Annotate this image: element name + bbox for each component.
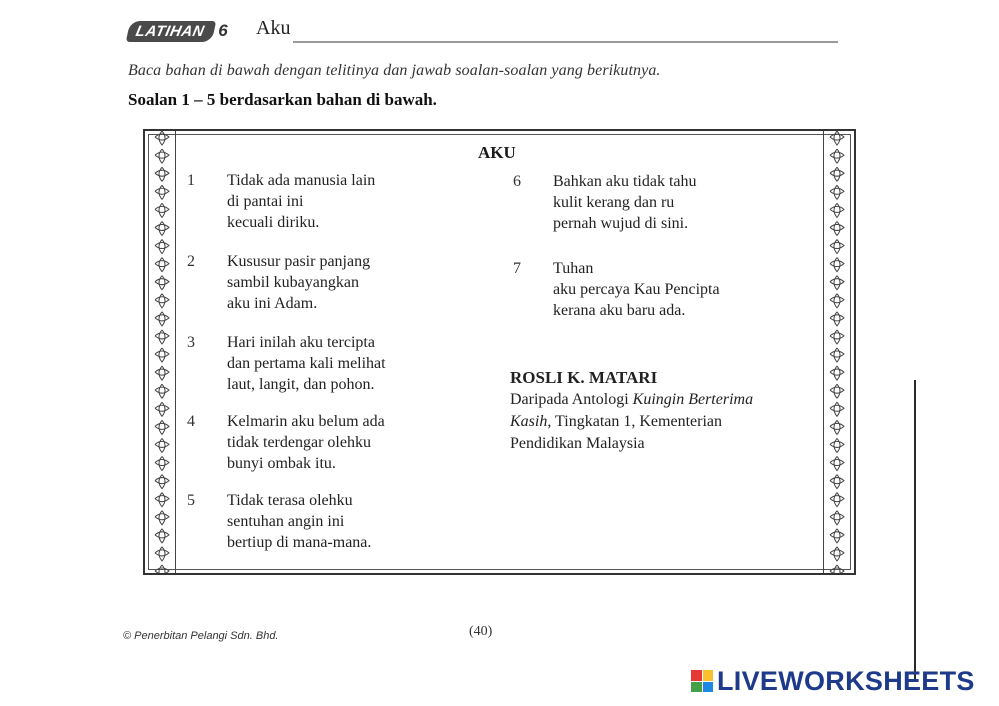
- poem-line: sentuhan angin ini: [227, 513, 345, 530]
- poem-line: Hari inilah aku tercipta: [227, 334, 375, 351]
- page-number-right-bracket: ): [487, 624, 493, 639]
- border-ornament: [155, 511, 169, 525]
- border-ornament: [830, 312, 844, 326]
- border-ornament: [155, 276, 169, 290]
- border-ornament: [155, 420, 169, 434]
- border-ornament: [155, 529, 169, 543]
- border-ornament: [830, 276, 844, 290]
- poem-line: Tidak ada manusia lain: [227, 172, 376, 189]
- stanza-number: 6: [513, 173, 521, 190]
- stanza-number: 1: [187, 172, 195, 189]
- source-prefix: Daripada Antologi: [510, 391, 633, 408]
- anthology-title-cont: Kasih: [510, 413, 548, 430]
- border-ornament: [830, 547, 844, 561]
- poem-line: di pantai ini: [227, 193, 304, 210]
- poem-line: kecuali diriku.: [227, 214, 320, 231]
- right-ornamental-border: [823, 131, 850, 573]
- poem-line: Bahkan aku tidak tahu: [553, 173, 697, 190]
- source-line: [510, 389, 753, 411]
- border-ornament: [155, 565, 169, 573]
- border-ornament: [155, 149, 169, 163]
- border-ornament: [155, 456, 169, 470]
- scan-edge-line: [914, 380, 916, 680]
- border-ornament: [830, 149, 844, 163]
- anthology-title: Kuingin Berterima: [632, 391, 754, 408]
- border-ornament: [830, 511, 844, 525]
- poem-line: bertiup di mana-mana.: [227, 534, 372, 551]
- page-number-left-bracket: (: [469, 624, 474, 639]
- exercise-badge-number: 6: [218, 21, 228, 40]
- source-line: Pendidikan Malaysia: [510, 435, 645, 452]
- border-ornament: [155, 185, 169, 199]
- poem-line: dan pertama kali melihat: [227, 355, 386, 372]
- border-ornament: [155, 221, 169, 235]
- border-ornament: [155, 203, 169, 217]
- exercise-badge-label: LATIHAN: [126, 21, 217, 42]
- liveworksheets-wordmark: LIVEWORKSHEETS: [717, 665, 975, 696]
- instruction-text: Baca bahan di bawah dengan telitinya dan jawab soalan-soalan yang berikutnya.: [128, 62, 661, 79]
- stanza-number: 2: [187, 253, 195, 270]
- header-divider: [293, 41, 838, 43]
- border-ornament: [830, 420, 844, 434]
- poem-line: tidak terdengar olehku: [227, 434, 371, 451]
- border-ornament: [830, 493, 844, 507]
- page-number: [469, 624, 492, 640]
- stanza-number: 5: [187, 492, 195, 509]
- poem-line: bunyi ombak itu.: [227, 455, 336, 472]
- poem-line: Kelmarin aku belum ada: [227, 413, 385, 430]
- border-ornament: [830, 203, 844, 217]
- border-ornament: [830, 131, 844, 145]
- border-ornament: [830, 348, 844, 362]
- poem-attribution: [510, 367, 753, 455]
- border-ornament: [155, 547, 169, 561]
- border-ornament: [830, 402, 844, 416]
- poem-title: AKU: [478, 143, 516, 162]
- poem-line: laut, langit, dan pohon.: [227, 376, 375, 393]
- border-ornament: [155, 348, 169, 362]
- border-ornament: [155, 402, 169, 416]
- poem-line: Tuhan: [553, 260, 594, 277]
- border-ornament: [830, 167, 844, 181]
- border-ornament: [155, 438, 169, 452]
- border-ornament: [155, 258, 169, 272]
- border-ornament: [830, 456, 844, 470]
- poem-line: pernah wujud di sini.: [553, 215, 689, 232]
- poem-line: aku percaya Kau Pencipta: [553, 281, 720, 298]
- border-ornament: [155, 239, 169, 253]
- border-ornament: [155, 493, 169, 507]
- stanza-number: 3: [187, 334, 195, 351]
- left-ornamental-border: [149, 131, 176, 573]
- page-number-value: 40: [473, 624, 488, 639]
- border-ornament: [830, 475, 844, 489]
- copyright-text: © Penerbitan Pelangi Sdn. Bhd.: [123, 630, 279, 642]
- exercise-badge: [128, 20, 228, 42]
- border-ornament: [155, 330, 169, 344]
- border-ornament: [830, 185, 844, 199]
- stanza-number: 7: [513, 260, 521, 277]
- exercise-header: [128, 18, 828, 48]
- liveworksheets-logo-icon: [691, 670, 713, 692]
- poem-line: kerana aku baru ada.: [553, 302, 686, 319]
- poem-line: aku ini Adam.: [227, 295, 318, 312]
- border-ornament: [830, 384, 844, 398]
- border-ornament: [155, 475, 169, 489]
- poem-author: ROSLI K. MATARI: [510, 368, 658, 387]
- border-ornament: [830, 565, 844, 573]
- border-ornament: [830, 438, 844, 452]
- poem-line: Kususur pasir panjang: [227, 253, 371, 270]
- border-ornament: [155, 167, 169, 181]
- border-ornament: [830, 330, 844, 344]
- poem-line: sambil kubayangkan: [227, 274, 359, 291]
- border-ornament: [155, 384, 169, 398]
- poem-line: Tidak terasa olehku: [227, 492, 353, 509]
- exercise-title: Aku: [256, 17, 291, 39]
- border-ornament: [830, 239, 844, 253]
- border-ornament: [155, 294, 169, 308]
- border-ornament: [830, 294, 844, 308]
- border-ornament: [155, 131, 169, 145]
- border-ornament: [830, 258, 844, 272]
- question-range-text: Soalan 1 – 5 berdasarkan bahan di bawah.: [128, 90, 437, 109]
- poem-line: kulit kerang dan ru: [553, 194, 675, 211]
- border-ornament: [830, 221, 844, 235]
- border-ornament: [830, 366, 844, 380]
- liveworksheets-logo: [691, 666, 975, 696]
- border-ornament: [155, 366, 169, 380]
- source-line: [510, 411, 753, 433]
- border-ornament: [830, 529, 844, 543]
- stanza-number: 4: [187, 413, 195, 430]
- border-ornament: [155, 312, 169, 326]
- source-publisher: , Tingkatan 1, Kementerian: [547, 413, 722, 430]
